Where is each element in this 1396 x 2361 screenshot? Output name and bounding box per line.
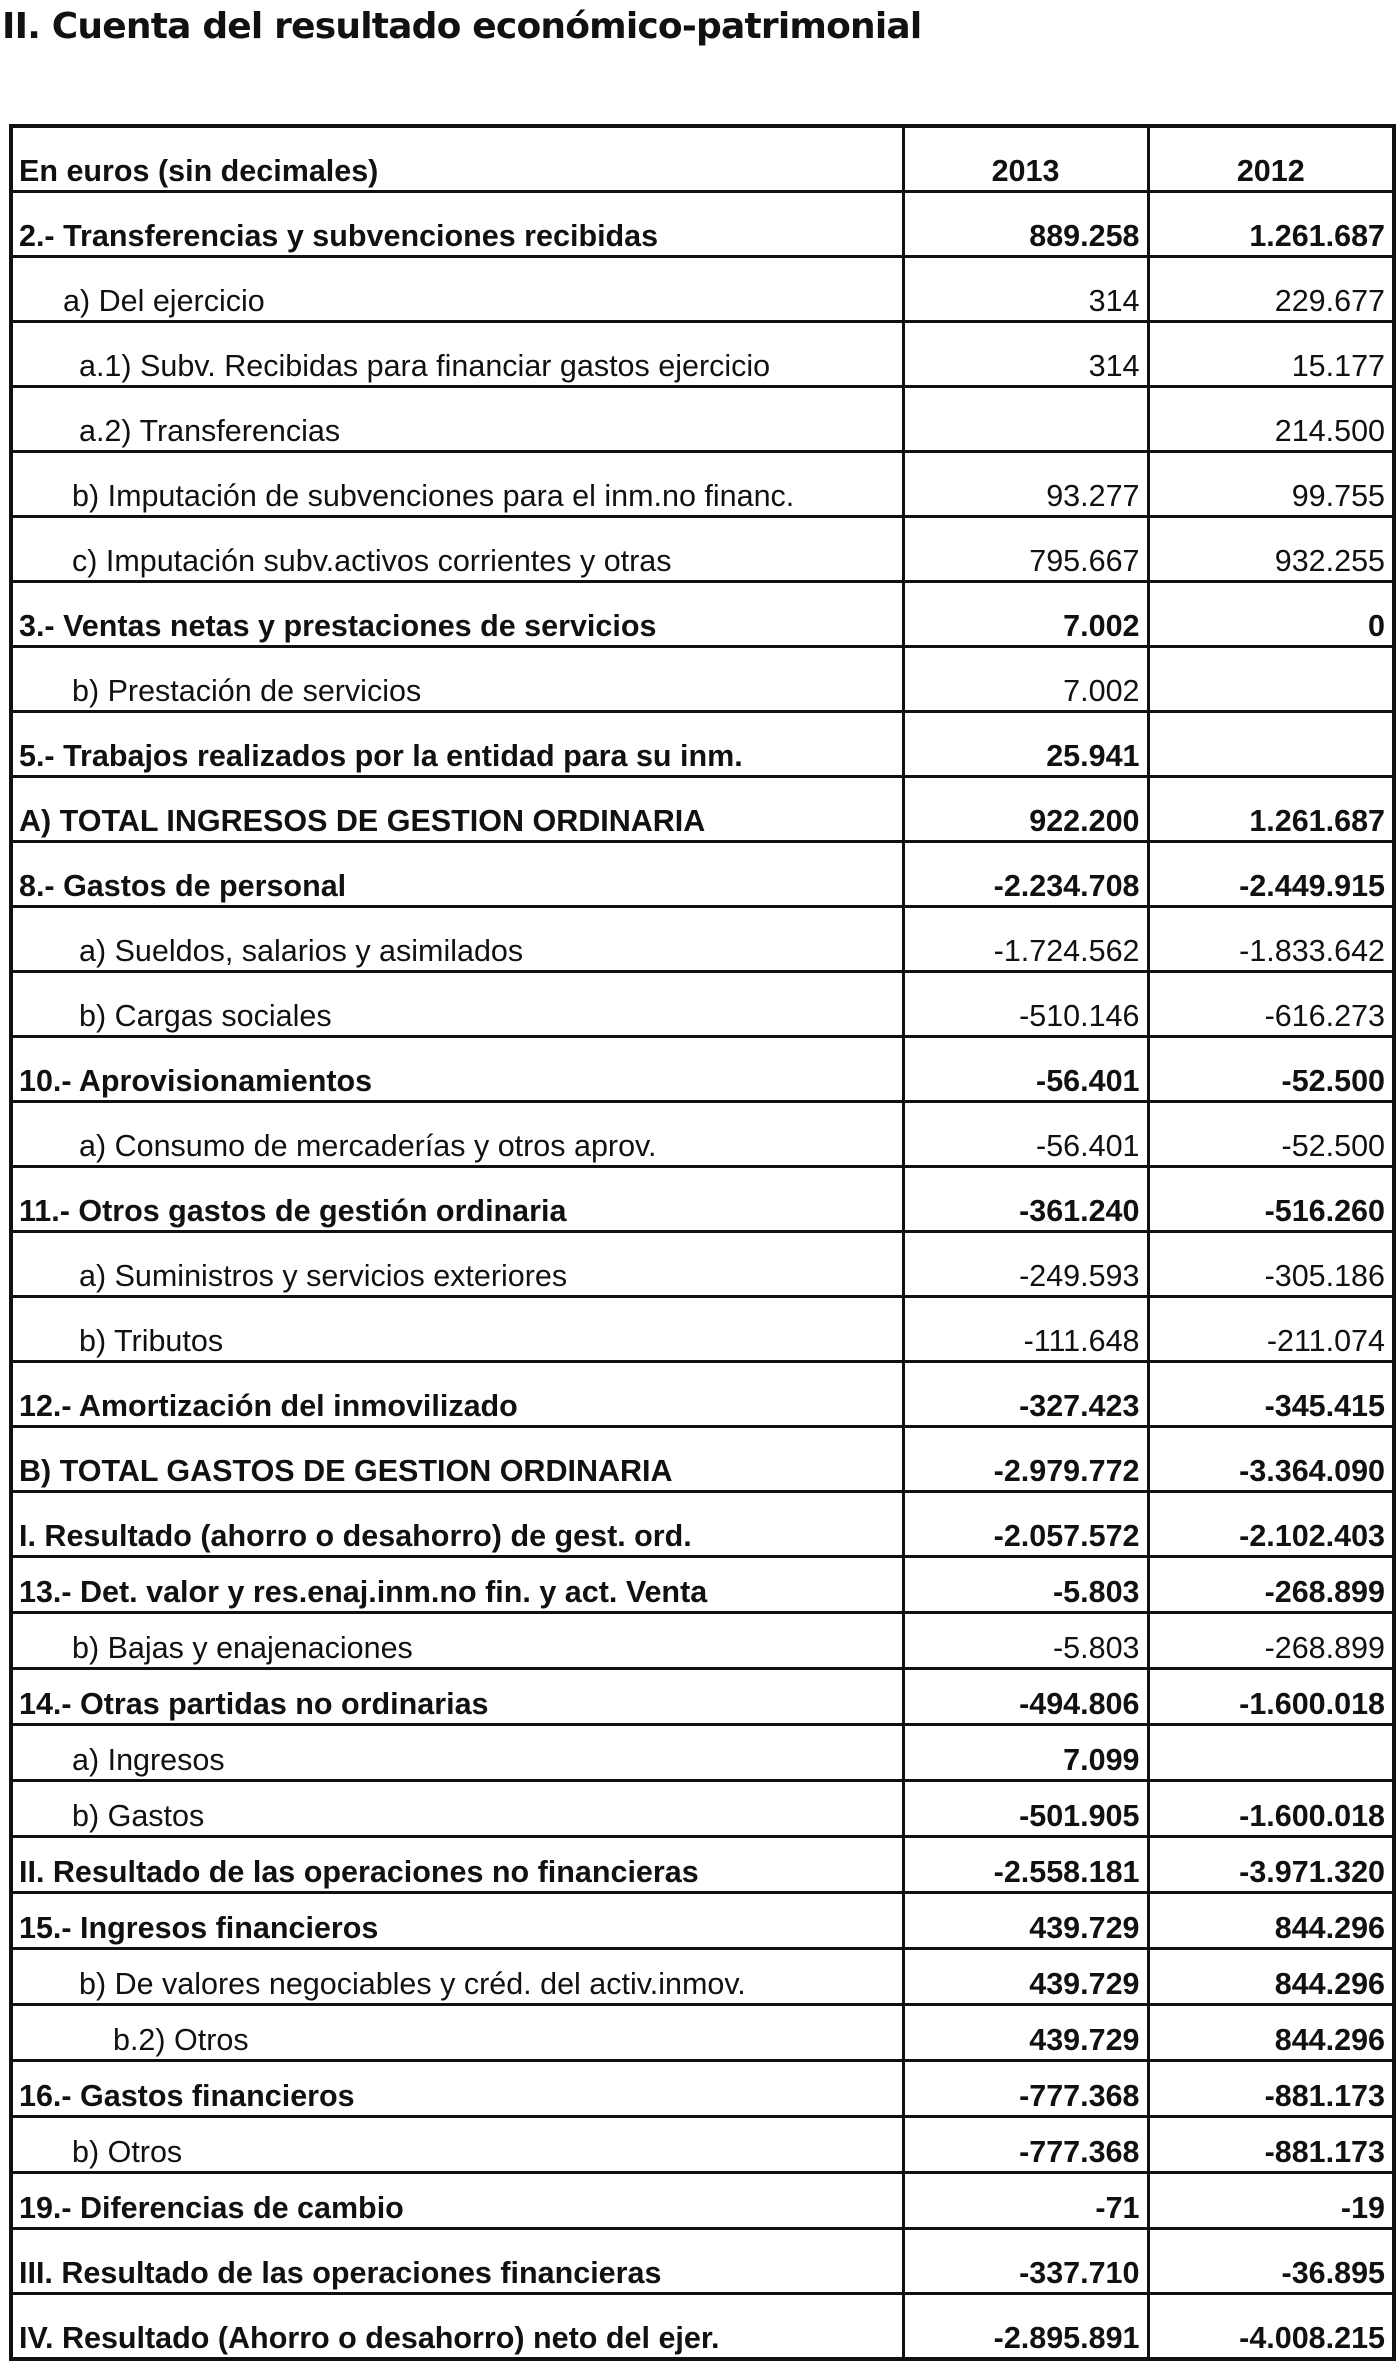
row-label: b) Bajas y enajenaciones <box>11 1613 903 1669</box>
row-label: 16.- Gastos financieros <box>11 2061 903 2117</box>
row-label: 10.- Aprovisionamientos <box>11 1037 903 1102</box>
table-row <box>11 2294 1394 2360</box>
table-row <box>11 1297 1394 1362</box>
value-2012: -36.895 <box>1148 2229 1394 2294</box>
value-2013: 889.258 <box>903 192 1148 257</box>
table-row <box>11 1232 1394 1297</box>
value-2013: -2.895.891 <box>903 2294 1148 2360</box>
row-label: III. Resultado de las operaciones financieras <box>11 2229 903 2294</box>
table-row <box>11 1725 1394 1781</box>
table-row <box>11 1427 1394 1492</box>
table-row <box>11 712 1394 777</box>
value-2013: -337.710 <box>903 2229 1148 2294</box>
row-label: 15.- Ingresos financieros <box>11 1893 903 1949</box>
value-2012: -345.415 <box>1148 1362 1394 1427</box>
header-row <box>11 126 1394 192</box>
row-label: II. Resultado de las operaciones no financieras <box>11 1837 903 1893</box>
value-2012: -52.500 <box>1148 1102 1394 1167</box>
table-row <box>11 582 1394 647</box>
value-2013: 7.002 <box>903 582 1148 647</box>
value-2013: -56.401 <box>903 1037 1148 1102</box>
row-label: a.2) Transferencias <box>11 387 903 452</box>
value-2013: -56.401 <box>903 1102 1148 1167</box>
header-2012: 2012 <box>1148 126 1394 192</box>
value-2012: 844.296 <box>1148 1893 1394 1949</box>
table-row <box>11 192 1394 257</box>
table-row <box>11 1613 1394 1669</box>
value-2013: -2.558.181 <box>903 1837 1148 1893</box>
value-2012: 844.296 <box>1148 2005 1394 2061</box>
row-label: 8.- Gastos de personal <box>11 842 903 907</box>
value-2013: 439.729 <box>903 1949 1148 2005</box>
value-2012: -1.833.642 <box>1148 907 1394 972</box>
row-label: 11.- Otros gastos de gestión ordinaria <box>11 1167 903 1232</box>
row-label: A) TOTAL INGRESOS DE GESTION ORDINARIA <box>11 777 903 842</box>
value-2012 <box>1148 712 1394 777</box>
value-2012: -1.600.018 <box>1148 1781 1394 1837</box>
value-2012: -268.899 <box>1148 1613 1394 1669</box>
table-row <box>11 1949 1394 2005</box>
value-2013 <box>903 387 1148 452</box>
table-row <box>11 257 1394 322</box>
value-2012: -881.173 <box>1148 2061 1394 2117</box>
table-row <box>11 387 1394 452</box>
value-2012: 932.255 <box>1148 517 1394 582</box>
row-label: b) Gastos <box>11 1781 903 1837</box>
table-row <box>11 2229 1394 2294</box>
table-row <box>11 322 1394 387</box>
table-row <box>11 1362 1394 1427</box>
value-2013: -5.803 <box>903 1557 1148 1613</box>
value-2013: -2.979.772 <box>903 1427 1148 1492</box>
value-2012: -516.260 <box>1148 1167 1394 1232</box>
table-row <box>11 1837 1394 1893</box>
value-2012: -19 <box>1148 2173 1394 2229</box>
value-2012: -268.899 <box>1148 1557 1394 1613</box>
value-2013: -111.648 <box>903 1297 1148 1362</box>
value-2013: -71 <box>903 2173 1148 2229</box>
table-row <box>11 2061 1394 2117</box>
table-row <box>11 842 1394 907</box>
value-2013: -501.905 <box>903 1781 1148 1837</box>
value-2012: -881.173 <box>1148 2117 1394 2173</box>
value-2013: -494.806 <box>903 1669 1148 1725</box>
row-label: a.1) Subv. Recibidas para financiar gastos ejercicio <box>11 322 903 387</box>
table-row <box>11 1669 1394 1725</box>
value-2012: -2.102.403 <box>1148 1492 1394 1557</box>
value-2013: 795.667 <box>903 517 1148 582</box>
value-2013: 314 <box>903 257 1148 322</box>
value-2012: -305.186 <box>1148 1232 1394 1297</box>
row-label: a) Del ejercicio <box>11 257 903 322</box>
value-2013: -2.234.708 <box>903 842 1148 907</box>
row-label: 12.- Amortización del inmovilizado <box>11 1362 903 1427</box>
value-2013: -777.368 <box>903 2117 1148 2173</box>
row-label: b) Imputación de subvenciones para el inm.no financ. <box>11 452 903 517</box>
table-row <box>11 1557 1394 1613</box>
value-2013: -249.593 <box>903 1232 1148 1297</box>
table-row <box>11 1893 1394 1949</box>
value-2013: 7.099 <box>903 1725 1148 1781</box>
value-2012: -2.449.915 <box>1148 842 1394 907</box>
header-label: En euros (sin decimales) <box>11 126 903 192</box>
row-label: b) Prestación de servicios <box>11 647 903 712</box>
row-label: b) Cargas sociales <box>11 972 903 1037</box>
row-label: b.2) Otros <box>11 2005 903 2061</box>
row-label: I. Resultado (ahorro o desahorro) de gest. ord. <box>11 1492 903 1557</box>
value-2012: 844.296 <box>1148 1949 1394 2005</box>
page-title: II. Cuenta del resultado económico-patrimonial <box>2 6 922 47</box>
value-2012: 214.500 <box>1148 387 1394 452</box>
table-row <box>11 1781 1394 1837</box>
row-label: b) Tributos <box>11 1297 903 1362</box>
value-2012: 1.261.687 <box>1148 777 1394 842</box>
row-label: 13.- Det. valor y res.enaj.inm.no fin. y act. Venta <box>11 1557 903 1613</box>
table-row <box>11 1492 1394 1557</box>
row-label: B) TOTAL GASTOS DE GESTION ORDINARIA <box>11 1427 903 1492</box>
value-2013: 439.729 <box>903 2005 1148 2061</box>
header-2013: 2013 <box>903 126 1148 192</box>
row-label: 2.- Transferencias y subvenciones recibidas <box>11 192 903 257</box>
value-2013: 314 <box>903 322 1148 387</box>
row-label: b) De valores negociables y créd. del activ.inmov. <box>11 1949 903 2005</box>
value-2013: 922.200 <box>903 777 1148 842</box>
value-2012: -52.500 <box>1148 1037 1394 1102</box>
value-2013: -5.803 <box>903 1613 1148 1669</box>
value-2013: 93.277 <box>903 452 1148 517</box>
value-2012: 229.677 <box>1148 257 1394 322</box>
value-2012 <box>1148 1725 1394 1781</box>
value-2012: -3.364.090 <box>1148 1427 1394 1492</box>
value-2012: 15.177 <box>1148 322 1394 387</box>
row-label: a) Suministros y servicios exteriores <box>11 1232 903 1297</box>
value-2013: -327.423 <box>903 1362 1148 1427</box>
row-label: 3.- Ventas netas y prestaciones de servicios <box>11 582 903 647</box>
table-row <box>11 907 1394 972</box>
row-label: b) Otros <box>11 2117 903 2173</box>
income-statement-table <box>9 124 1396 2361</box>
value-2012: -4.008.215 <box>1148 2294 1394 2360</box>
table-row <box>11 2117 1394 2173</box>
table-row <box>11 647 1394 712</box>
value-2012: 0 <box>1148 582 1394 647</box>
value-2013: -510.146 <box>903 972 1148 1037</box>
value-2013: 25.941 <box>903 712 1148 777</box>
value-2013: 7.002 <box>903 647 1148 712</box>
value-2013: -777.368 <box>903 2061 1148 2117</box>
value-2013: 439.729 <box>903 1893 1148 1949</box>
value-2013: -1.724.562 <box>903 907 1148 972</box>
value-2012: 99.755 <box>1148 452 1394 517</box>
table-row <box>11 1102 1394 1167</box>
table-row <box>11 517 1394 582</box>
row-label: a) Sueldos, salarios y asimilados <box>11 907 903 972</box>
row-label: a) Ingresos <box>11 1725 903 1781</box>
table-row <box>11 1037 1394 1102</box>
table-row <box>11 2005 1394 2061</box>
value-2012: -211.074 <box>1148 1297 1394 1362</box>
value-2012: -616.273 <box>1148 972 1394 1037</box>
row-label: 5.- Trabajos realizados por la entidad para su inm. <box>11 712 903 777</box>
table-row <box>11 452 1394 517</box>
value-2012: -1.600.018 <box>1148 1669 1394 1725</box>
value-2013: -361.240 <box>903 1167 1148 1232</box>
value-2013: -2.057.572 <box>903 1492 1148 1557</box>
value-2012 <box>1148 647 1394 712</box>
value-2012: -3.971.320 <box>1148 1837 1394 1893</box>
row-label: a) Consumo de mercaderías y otros aprov. <box>11 1102 903 1167</box>
row-label: 19.- Diferencias de cambio <box>11 2173 903 2229</box>
table-row <box>11 1167 1394 1232</box>
row-label: c) Imputación subv.activos corrientes y otras <box>11 517 903 582</box>
table-row <box>11 972 1394 1037</box>
table-row <box>11 2173 1394 2229</box>
row-label: IV. Resultado (Ahorro o desahorro) neto del ejer. <box>11 2294 903 2360</box>
table-row <box>11 777 1394 842</box>
value-2012: 1.261.687 <box>1148 192 1394 257</box>
row-label: 14.- Otras partidas no ordinarias <box>11 1669 903 1725</box>
